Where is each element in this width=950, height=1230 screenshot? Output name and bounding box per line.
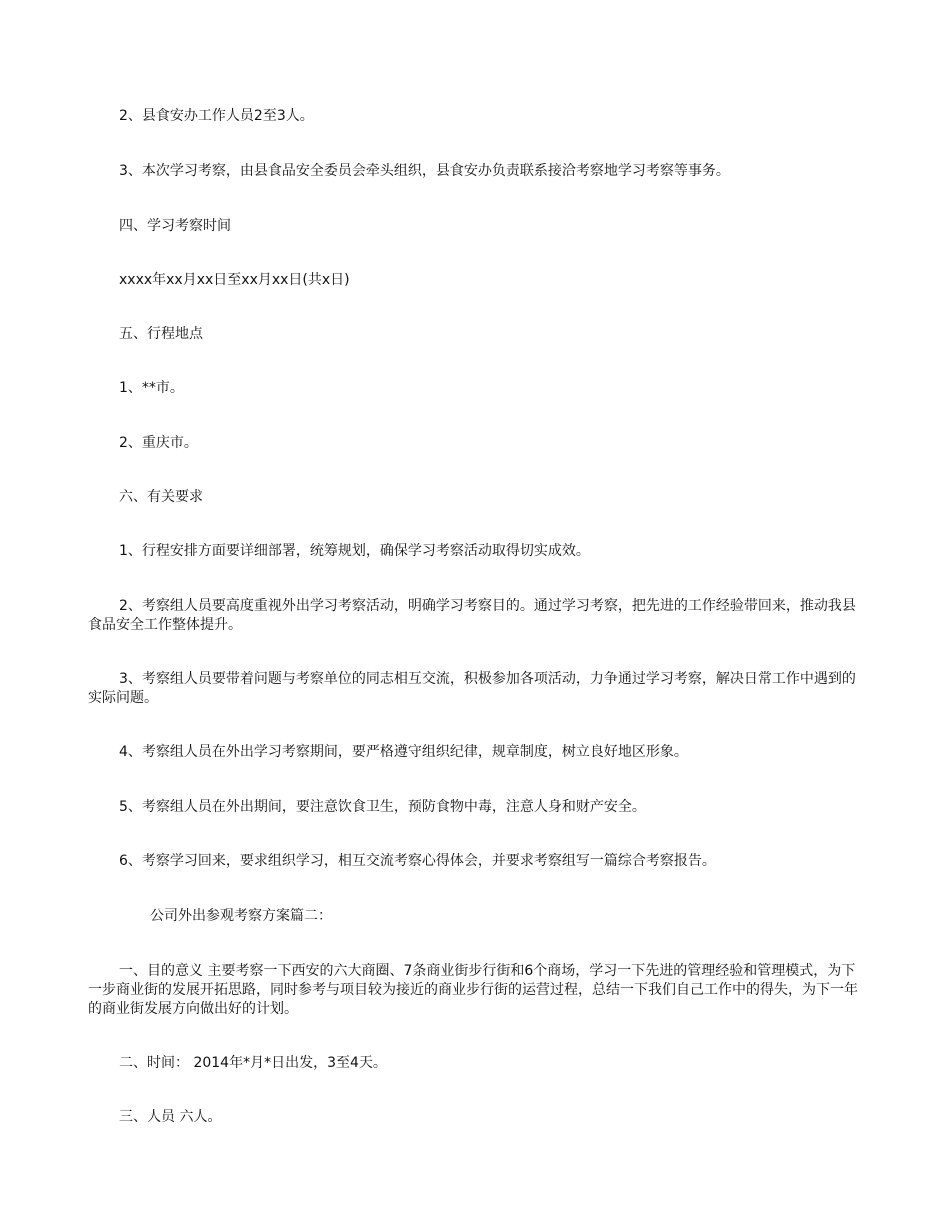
- paragraph-requirement-1: 1、行程安排方面要详细部署，统筹规划，确保学习考察活动取得切实成效。: [119, 543, 590, 559]
- paragraph-staff: 2、县食安办工作人员2至3人。: [119, 108, 314, 124]
- heading-locations: 五、行程地点: [119, 326, 203, 342]
- paragraph-requirement-3: 3、考察组人员要带着问题与考察单位的同志相互交流，积极参加各项活动，力争通过学习考察，解决日常工作中遇到的实际问题。: [88, 671, 856, 706]
- section-title-plan-two: 公司外出参观考察方案篇二：: [150, 908, 332, 924]
- paragraph-location-2: 2、重庆市。: [119, 435, 198, 451]
- paragraph-purpose: 一、目的意义 主要考察一下西安的六大商圈、7条商业街步行街和6个商场，学习一下先进的管理经验和管理模式，为下一步商业街的发展开拓思路，同时参考与项目较为接近的商业步行街的运营过程，总结一下我们自己工作中的得失，为下一年的商业街发展方向做出好的计划。: [88, 963, 858, 1017]
- paragraph-requirement-6: 6、考察学习回来，要求组织学习，相互交流考察心得体会，并要求考察组写一篇综合考察报告。: [119, 853, 716, 869]
- heading-study-time: 四、学习考察时间: [119, 218, 231, 234]
- paragraph-time: 二、时间： 2014年*月*日出发，3至4天。: [119, 1055, 387, 1071]
- paragraph-personnel: 三、人员 六人。: [119, 1109, 222, 1125]
- paragraph-requirement-4: 4、考察组人员在外出学习考察期间，要严格遵守组织纪律，规章制度，树立良好地区形象。: [119, 744, 688, 760]
- paragraph-requirement-5: 5、考察组人员在外出期间，要注意饮食卫生，预防食物中毒，注意人身和财产安全。: [119, 799, 646, 815]
- paragraph-requirement-2: 2、考察组人员要高度重视外出学习考察活动，明确学习考察目的。通过学习考察，把先进的工作经验带回来，推动我县食品安全工作整体提升。: [88, 598, 856, 633]
- paragraph-location-1: 1、**市。: [119, 380, 184, 396]
- paragraph-organization: 3、本次学习考察，由县食品安全委员会牵头组织，县食安办负责联系接洽考察地学习考察等事务。: [119, 163, 730, 179]
- paragraph-date-range: xxxx年xx月xx日至xx月xx日(共x日): [119, 272, 350, 288]
- heading-requirements: 六、有关要求: [119, 489, 203, 505]
